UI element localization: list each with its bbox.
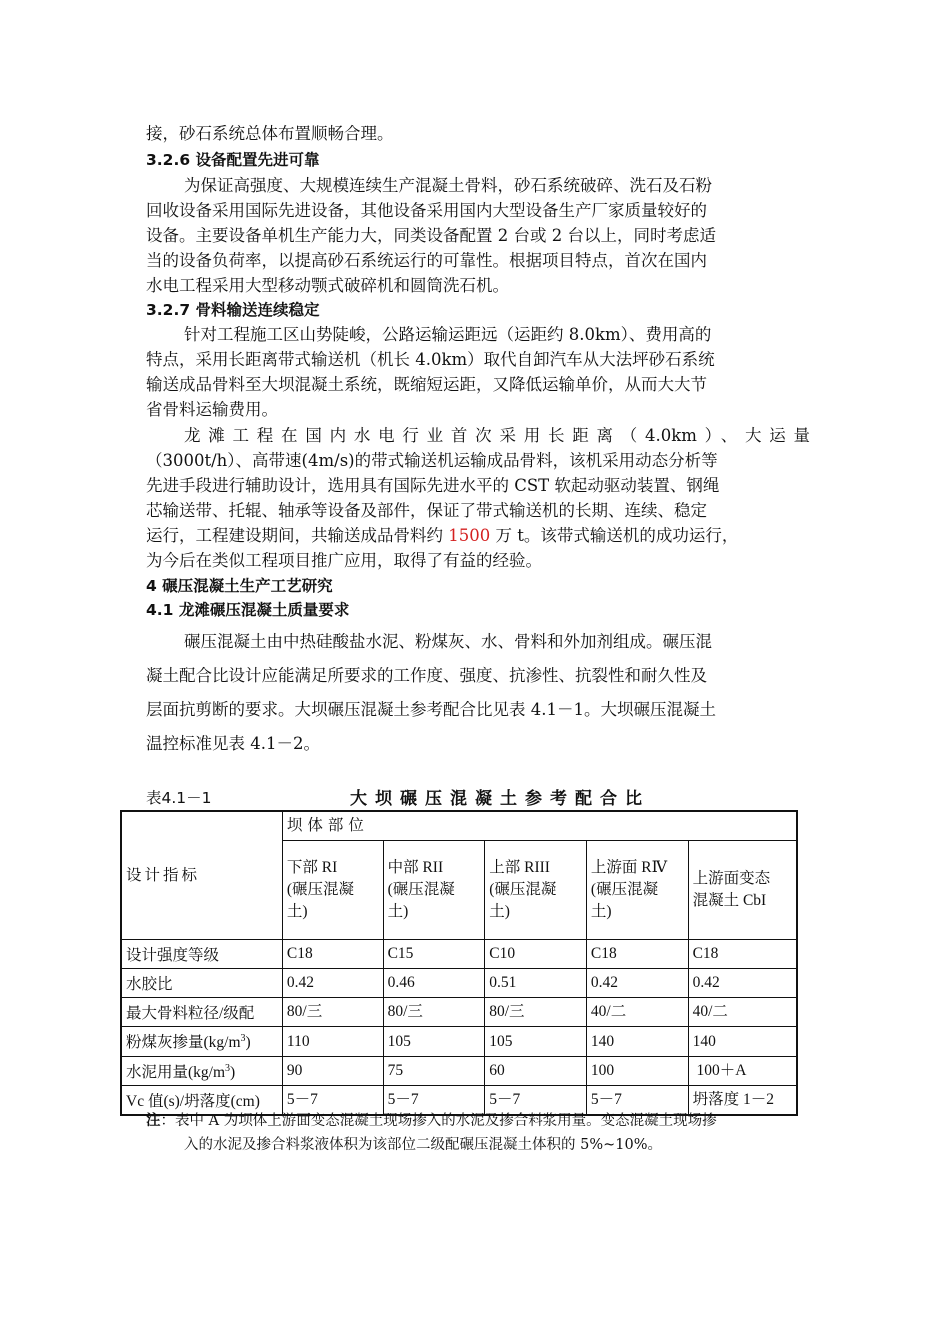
table-cell: 90: [282, 1056, 383, 1085]
paragraph-line: 凝土配合比设计应能满足所要求的工作度、强度、抗渗性、抗裂性和耐久性及: [146, 666, 707, 685]
row-label: 水胶比: [121, 969, 282, 998]
paragraph-line: 当的设备负荷率，以提高砂石系统运行的可靠性。根据项目特点，首次在国内: [146, 251, 707, 270]
table-caption: 表4.1－1: [146, 789, 212, 807]
table-cell: 105: [383, 1027, 485, 1056]
row-label: 粉煤灰掺量$(kg/m^3)$: [121, 1027, 282, 1056]
paragraph-line: 为保证高强度、大规模连续生产混凝土骨料，砂石系统破碎、洗石及石粉: [184, 176, 712, 195]
table-body: [121, 940, 797, 1115]
table-cell: 5－7: [282, 1085, 383, 1115]
table-header-row: [121, 811, 797, 841]
paragraph-line: 针对工程施工区山势陡峻，公路运输运距远（运距约 8.0km）、费用高的: [184, 325, 712, 344]
design-index-header: 设计指标: [121, 811, 282, 940]
paragraph-line: 水电工程采用大型移动颚式破碎机和圆筒洗石机。: [146, 276, 509, 295]
paragraph-line: 省骨料运输费用。: [146, 400, 278, 419]
table-cell: C18: [688, 940, 797, 969]
table-row: [121, 969, 797, 998]
note-text: ：表中 A 为坝体上游面变态混凝土现场掺入的水泥及掺合料浆用量。变态混凝土现场掺: [160, 1113, 717, 1129]
table-cell: 坍落度 1－2: [688, 1085, 797, 1115]
column-header: 中部 RII (碾压混凝 土): [383, 841, 485, 940]
table-row: [121, 940, 797, 969]
paragraph-line: 碾压混凝土由中热硅酸盐水泥、粉煤灰、水、骨料和外加剂组成。碾压混: [184, 632, 712, 651]
table-cell: 80/三: [282, 998, 383, 1027]
section-heading-4-1: 4.1 龙滩碾压混凝土质量要求: [146, 601, 350, 619]
paragraph-line: 层面抗剪断的要求。大坝碾压混凝土参考配合比见表 4.1－1。大坝碾压混凝土: [146, 700, 716, 719]
row-label: 设计强度等级: [121, 940, 282, 969]
mix-proportion-table: [120, 810, 798, 1116]
table-cell: 105: [485, 1027, 587, 1056]
table-cell: 5－7: [586, 1085, 688, 1115]
paragraph-line: 先进手段进行辅助设计，选用具有国际先进水平的 CST 软起动驱动装置、钢绳: [146, 476, 720, 495]
row-label: Vc 值(s)/坍落度(cm): [121, 1085, 282, 1115]
table-cell: 40/二: [586, 998, 688, 1027]
table-cell: 110: [282, 1027, 383, 1056]
table-cell: 140: [586, 1027, 688, 1056]
table-cell: 0.42: [282, 969, 383, 998]
section-heading-3-2-7: 3.2.7 骨料输送连续稳定: [146, 301, 320, 319]
table-row: [121, 1027, 797, 1056]
table-row: [121, 998, 797, 1027]
row-label: 水泥用量$(kg/m^3)$: [121, 1056, 282, 1085]
dam-part-header: 坝体部位: [282, 811, 797, 841]
table-cell: C10: [485, 940, 587, 969]
table-title: 大坝碾压混凝土参考配合比: [350, 789, 650, 809]
table-cell: 0.51: [485, 969, 587, 998]
paragraph-line: 接，砂石系统总体布置顺畅合理。: [146, 124, 394, 143]
column-header: 下部 RI (碾压混凝 土): [282, 841, 383, 940]
table-cell: 100＋A: [688, 1056, 797, 1085]
table-cell: C18: [282, 940, 383, 969]
note-text-continued: 入的水泥及掺合料浆液体积为该部位二级配碾压混凝土体积的 5%~10%。: [184, 1137, 662, 1153]
column-header: 上部 RIII (碾压混凝 土): [485, 841, 587, 940]
table-cell: C18: [586, 940, 688, 969]
paragraph-line: 为今后在类似工程项目推广应用，取得了有益的经验。: [146, 551, 542, 570]
paragraph-line: 设备。主要设备单机生产能力大，同类设备配置 2 台或 2 台以上，同时考虑适: [146, 226, 716, 245]
paragraph-line: 芯输送带、托辊、轴承等设备及部件，保证了带式输送机的长期、连续、稳定: [146, 501, 707, 520]
column-header: 上游面变态 混凝土 CbI: [688, 841, 797, 940]
paragraph-line: 温控标准见表 4.1－2。: [146, 734, 320, 753]
table-cell: 100: [586, 1056, 688, 1085]
paragraph-line: （3000t/h）、高带速(4m/s)的带式输送机运输成品骨料，该机采用动态分析等: [146, 451, 718, 470]
table-cell: 0.42: [688, 969, 797, 998]
table-note: [146, 1109, 810, 1157]
paragraph-line: 龙滩工程在国内水电行业首次采用长距离（4.0km）、大运量: [184, 426, 810, 445]
table-cell: 5－7: [383, 1085, 485, 1115]
section-heading-3-2-6: 3.2.6 设备配置先进可靠: [146, 151, 320, 169]
paragraph-line: 输送成品骨料至大坝混凝土系统，既缩短运距，又降低运输单价，从而大大节: [146, 375, 707, 394]
highlighted-number: 1500: [448, 526, 491, 545]
table-cell: 75: [383, 1056, 485, 1085]
table-cell: 140: [688, 1027, 797, 1056]
table-cell: C15: [383, 940, 485, 969]
table-cell: 80/三: [485, 998, 587, 1027]
paragraph-text: 运行，工程建设期间，共输送成品骨料约: [146, 526, 449, 545]
section-heading-4: 4 碾压混凝土生产工艺研究: [146, 577, 333, 595]
table-cell: 0.46: [383, 969, 485, 998]
table-row: [121, 1056, 797, 1085]
note-label: 注: [146, 1113, 161, 1129]
paragraph-line-with-highlight: [146, 524, 738, 548]
row-label: 最大骨料粒径/级配: [121, 998, 282, 1027]
table-cell: 0.42: [586, 969, 688, 998]
column-header: 上游面 RⅣ (碾压混凝 土): [586, 841, 688, 940]
paragraph-line: 回收设备采用国际先进设备，其他设备采用国内大型设备生产厂家质量较好的: [146, 201, 707, 220]
table-cell: 40/二: [688, 998, 797, 1027]
table-cell: 5－7: [485, 1085, 587, 1115]
paragraph-text: 万 t。该带式输送机的成功运行，: [490, 526, 739, 545]
table-cell: 80/三: [383, 998, 485, 1027]
table-cell: 60: [485, 1056, 587, 1085]
paragraph-line: 特点，采用长距离带式输送机（机长 4.0km）取代自卸汽车从大法坪砂石系统: [146, 350, 715, 369]
